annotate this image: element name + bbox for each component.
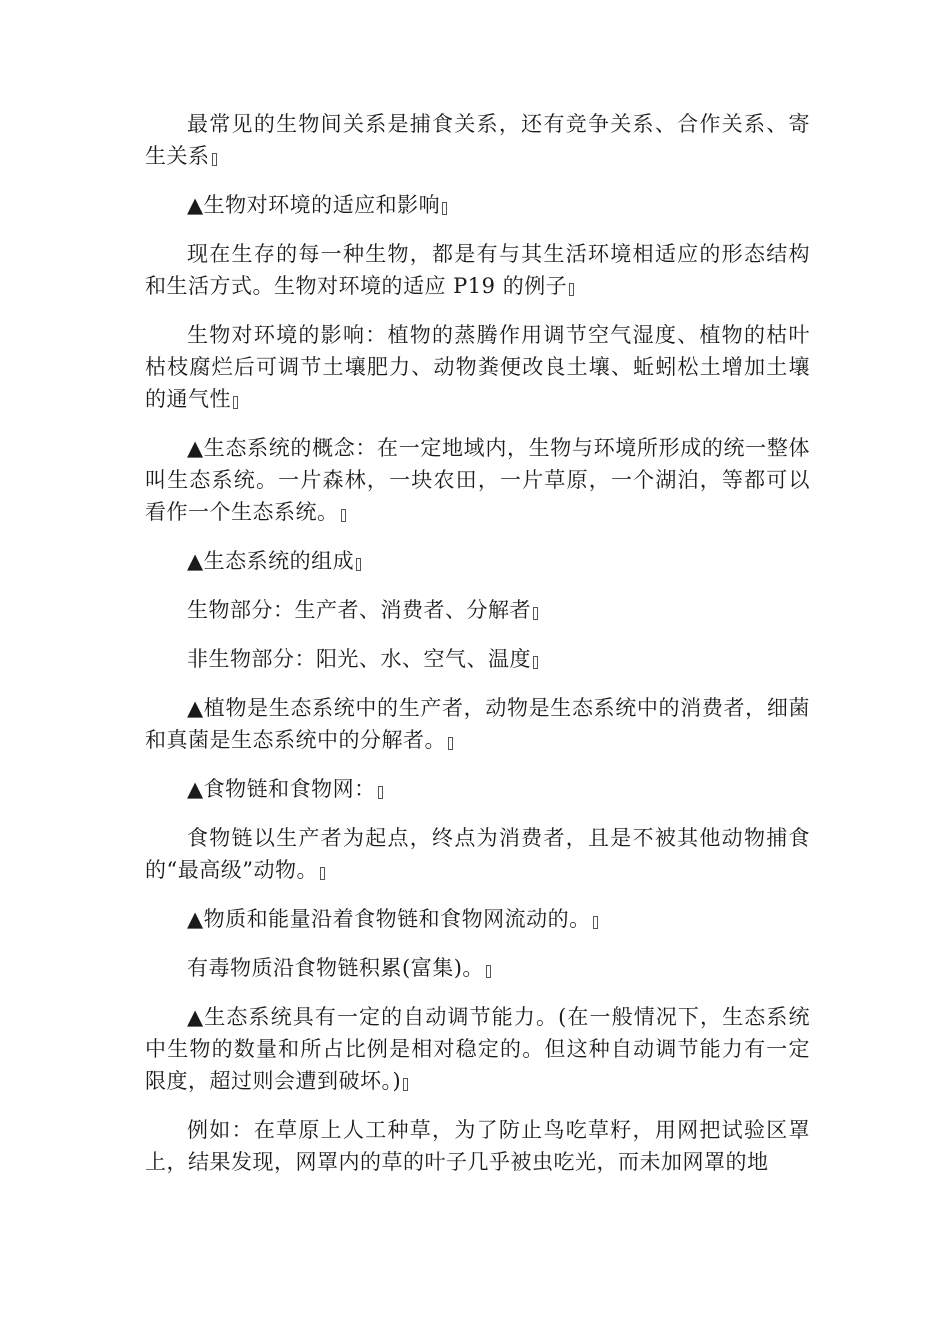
paragraph-energy-flow: ▲物质和能量沿着食物链和食物网流动的。 <box>145 903 810 935</box>
paragraph-self-regulation: ▲生态系统具有一定的自动调节能力。(在一般情况下，生态系统中生物的数量和所占比例是相对稳定的。但这种自动调节能力有一定限度，超过则会遭到破坏。) <box>145 1005 810 1093</box>
paragraph-end-mark <box>533 607 538 620</box>
paragraph-end-mark <box>356 558 361 571</box>
paragraph-adaptation: 现在生存的每一种生物，都是有与其生活环境相适应的形态结构和生活方式。生物对环境的适应 P19 的例子 <box>145 242 810 298</box>
paragraph-toxins: 有毒物质沿食物链积累(富集)。 <box>145 952 810 984</box>
paragraph-roles: ▲植物是生态系统中的生产者，动物是生态系统中的消费者，细菌和真菌是生态系统中的分解者。 <box>145 696 810 752</box>
paragraph-end-mark <box>341 509 346 522</box>
paragraph-biotic: 生物部分：生产者、消费者、分解者 <box>145 594 810 626</box>
heading-adaptation: ▲生物对环境的适应和影响 <box>145 189 810 221</box>
document-body <box>145 108 810 1195</box>
paragraph-food-chain: 食物链以生产者为起点，终点为消费者，且是不被其他动物捕食的“最高级”动物。 <box>145 826 810 882</box>
paragraph-example: 例如：在草原上人工种草，为了防止鸟吃草籽，用网把试验区罩上，结果发现，网罩内的草的叶子几乎被虫吃光，而未加网罩的地 <box>145 1118 810 1174</box>
paragraph-end-mark <box>378 786 383 799</box>
paragraph-influence: 生物对环境的影响：植物的蒸腾作用调节空气湿度、植物的枯叶枯枝腐烂后可调节土壤肥力、动物粪便改良土壤、蚯蚓松土增加土壤的通气性 <box>145 323 810 411</box>
paragraph-end-mark <box>486 965 491 978</box>
paragraph-end-mark <box>448 737 453 750</box>
heading-ecosystem-composition: ▲生态系统的组成 <box>145 545 810 577</box>
paragraph-end-mark <box>403 1078 408 1091</box>
paragraph-end-mark <box>569 283 574 296</box>
paragraph-species-relations: 最常见的生物间关系是捕食关系，还有竞争关系、合作关系、寄生关系 <box>145 112 810 168</box>
paragraph-end-mark <box>320 867 325 880</box>
paragraph-ecosystem-concept: ▲生态系统的概念：在一定地域内，生物与环境所形成的统一整体叫生态系统。一片森林，一块农田，一片草原，一个湖泊，等都可以看作一个生态系统。 <box>145 436 810 524</box>
paragraph-abiotic: 非生物部分：阳光、水、空气、温度 <box>145 643 810 675</box>
heading-food-chain: ▲食物链和食物网： <box>145 773 810 805</box>
paragraph-end-mark <box>212 153 217 166</box>
paragraph-end-mark <box>533 656 538 669</box>
paragraph-end-mark <box>442 202 447 215</box>
paragraph-end-mark <box>233 396 238 409</box>
paragraph-end-mark <box>593 916 598 929</box>
